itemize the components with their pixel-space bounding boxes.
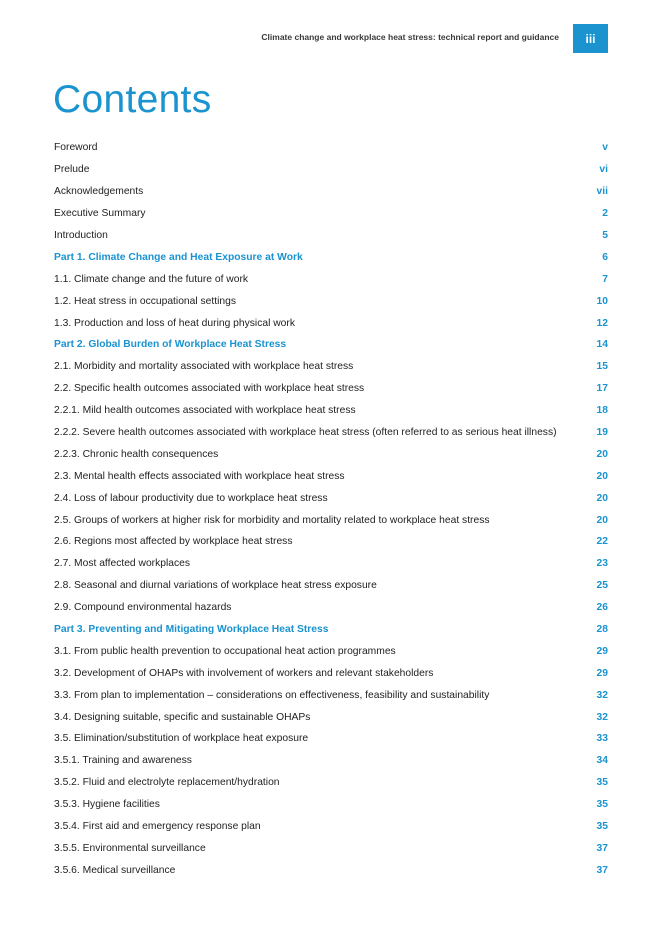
- toc-entry-label: 2.7. Most affected workplaces: [54, 558, 191, 570]
- toc-entry[interactable]: [54, 772, 608, 794]
- toc-entry[interactable]: [54, 838, 608, 860]
- toc-entry-label: 3.4. Designing suitable, specific and sustainable OHAPs: [54, 711, 311, 723]
- toc-entry-label: 2.4. Loss of labour productivity due to workplace heat stress: [54, 492, 328, 504]
- toc-entry[interactable]: [54, 640, 608, 662]
- toc-page-number: 2: [602, 208, 608, 220]
- toc-entry-label: 3.5.3. Hygiene facilities: [54, 799, 160, 811]
- table-of-contents: [54, 137, 608, 881]
- toc-page-number: 20: [596, 470, 608, 482]
- toc-page-number: v: [602, 142, 608, 154]
- toc-page-number: vii: [596, 186, 608, 198]
- toc-page-number: 12: [596, 317, 608, 329]
- toc-entry-label: Prelude: [54, 164, 90, 176]
- toc-entry[interactable]: [54, 553, 608, 575]
- toc-entry[interactable]: [54, 137, 608, 159]
- toc-entry[interactable]: [54, 422, 608, 444]
- toc-page-number: 22: [596, 536, 608, 548]
- toc-entry-label: Part 3. Preventing and Mitigating Workplace Heat Stress: [54, 624, 329, 636]
- toc-entry[interactable]: [54, 487, 608, 509]
- toc-entry-label: 1.3. Production and loss of heat during physical work: [54, 317, 295, 329]
- toc-entry-label: 1.1. Climate change and the future of work: [54, 273, 249, 285]
- toc-entry[interactable]: [54, 684, 608, 706]
- toc-entry-label: 2.8. Seasonal and diurnal variations of workplace heat stress exposure: [54, 580, 377, 592]
- toc-page-number: 23: [596, 558, 608, 570]
- toc-entry-label: Executive Summary: [54, 208, 146, 220]
- toc-entry-label: 2.9. Compound environmental hazards: [54, 602, 232, 614]
- toc-part-heading[interactable]: [54, 334, 608, 356]
- page-title: Contents: [53, 78, 212, 121]
- page-number-badge: iii: [573, 24, 608, 53]
- toc-entry-label: 3.1. From public health prevention to occupational heat action programmes: [54, 645, 396, 657]
- toc-entry[interactable]: [54, 750, 608, 772]
- toc-page-number: 10: [596, 295, 608, 307]
- toc-entry-label: Acknowledgements: [54, 186, 144, 198]
- toc-entry-label: 1.2. Heat stress in occupational settings: [54, 295, 237, 307]
- toc-page-number: 37: [596, 842, 608, 854]
- toc-entry[interactable]: [54, 378, 608, 400]
- toc-entry[interactable]: [54, 509, 608, 531]
- toc-page-number: 32: [596, 711, 608, 723]
- toc-page-number: 7: [602, 273, 608, 285]
- toc-entry[interactable]: [54, 531, 608, 553]
- toc-entry-label: 3.5.6. Medical surveillance: [54, 864, 176, 876]
- toc-entry[interactable]: [54, 816, 608, 838]
- toc-page-number: 18: [596, 405, 608, 417]
- toc-entry[interactable]: [54, 290, 608, 312]
- toc-page-number: vi: [599, 164, 608, 176]
- toc-page-number: 34: [596, 755, 608, 767]
- toc-part-heading[interactable]: [54, 246, 608, 268]
- toc-part-heading[interactable]: [54, 619, 608, 641]
- toc-entry-label: 3.5. Elimination/substitution of workplace heat exposure: [54, 733, 309, 745]
- toc-entry-label: Part 2. Global Burden of Workplace Heat Stress: [54, 339, 287, 351]
- toc-entry[interactable]: [54, 443, 608, 465]
- toc-page-number: 19: [596, 427, 608, 439]
- toc-page-number: 20: [596, 492, 608, 504]
- toc-page-number: 26: [596, 602, 608, 614]
- toc-entry[interactable]: [54, 465, 608, 487]
- toc-entry[interactable]: [54, 728, 608, 750]
- toc-page-number: 37: [596, 864, 608, 876]
- toc-page-number: 25: [596, 580, 608, 592]
- toc-entry[interactable]: [54, 159, 608, 181]
- toc-entry-label: 2.2.3. Chronic health consequences: [54, 448, 219, 460]
- toc-entry[interactable]: [54, 859, 608, 881]
- toc-entry-label: 2.1. Morbidity and mortality associated with workplace heat stress: [54, 361, 354, 373]
- toc-entry-label: 2.2.2. Severe health outcomes associated with workplace heat stress (often referred to as serious heat illness): [54, 427, 557, 439]
- toc-entry[interactable]: [54, 225, 608, 247]
- toc-page-number: 14: [596, 339, 608, 351]
- toc-entry-label: 2.2. Specific health outcomes associated with workplace heat stress: [54, 383, 365, 395]
- toc-entry-label: Foreword: [54, 142, 98, 154]
- toc-page-number: 33: [596, 733, 608, 745]
- toc-entry[interactable]: [54, 706, 608, 728]
- toc-page-number: 35: [596, 799, 608, 811]
- toc-entry[interactable]: [54, 181, 608, 203]
- running-header-title: Climate change and workplace heat stress: technical report and guidance: [261, 32, 559, 42]
- toc-entry[interactable]: [54, 203, 608, 225]
- toc-entry-label: 3.5.5. Environmental surveillance: [54, 842, 206, 854]
- toc-entry[interactable]: [54, 794, 608, 816]
- toc-page-number: 5: [602, 230, 608, 241]
- toc-entry-label: 3.5.1. Training and awareness: [54, 755, 192, 767]
- toc-entry-label: Introduction: [54, 230, 108, 241]
- toc-entry-label: 2.6. Regions most affected by workplace heat stress: [54, 536, 293, 548]
- toc-page-number: 6: [602, 251, 608, 263]
- toc-page-number: 20: [596, 448, 608, 460]
- toc-entry[interactable]: [54, 268, 608, 290]
- toc-page-number: 28: [596, 624, 608, 636]
- toc-entry[interactable]: [54, 662, 608, 684]
- toc-entry[interactable]: [54, 400, 608, 422]
- toc-entry[interactable]: [54, 575, 608, 597]
- toc-entry[interactable]: [54, 356, 608, 378]
- toc-page-number: 35: [596, 777, 608, 789]
- toc-entry-label: 3.5.2. Fluid and electrolyte replacement/hydration: [54, 777, 280, 789]
- toc-page-number: 17: [596, 383, 608, 395]
- toc-page-number: 29: [596, 645, 608, 657]
- toc-entry-label: 3.2. Development of OHAPs with involvement of workers and relevant stakeholders: [54, 667, 434, 679]
- toc-entry-label: 3.3. From plan to implementation – considerations on effectiveness, feasibility and sustainability: [54, 689, 490, 701]
- toc-page-number: 15: [596, 361, 608, 373]
- toc-page-number: 29: [596, 667, 608, 679]
- toc-page-number: 32: [596, 689, 608, 701]
- toc-entry-label: 2.3. Mental health effects associated with workplace heat stress: [54, 470, 345, 482]
- toc-entry[interactable]: [54, 597, 608, 619]
- toc-entry-label: 3.5.4. First aid and emergency response plan: [54, 821, 261, 833]
- toc-page-number: 35: [596, 821, 608, 833]
- toc-entry[interactable]: [54, 312, 608, 334]
- toc-entry-label: Part 1. Climate Change and Heat Exposure at Work: [54, 251, 303, 263]
- toc-entry-label: 2.5. Groups of workers at higher risk for morbidity and mortality related to workplace heat stress: [54, 514, 490, 526]
- toc-entry-label: 2.2.1. Mild health outcomes associated with workplace heat stress: [54, 405, 356, 417]
- toc-page-number: 20: [596, 514, 608, 526]
